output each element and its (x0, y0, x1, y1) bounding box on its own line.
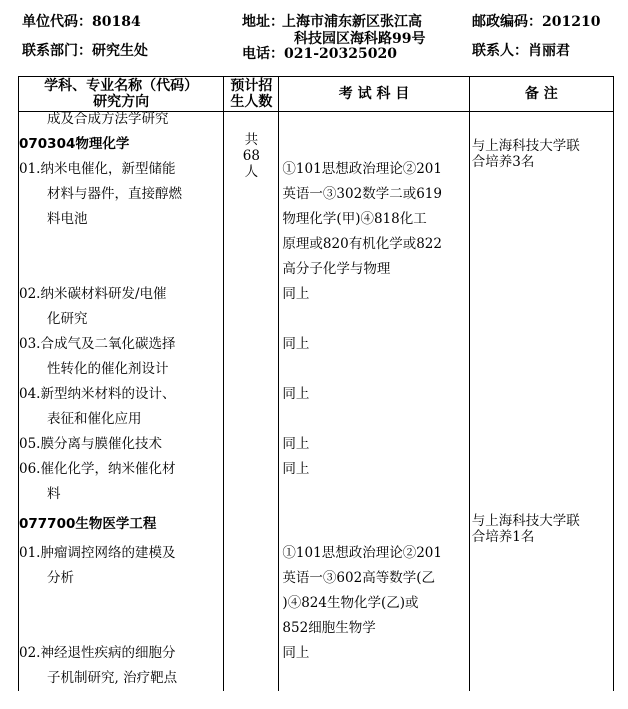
direction-line: 分析 (47, 570, 74, 586)
exam-cell (279, 132, 469, 157)
direction-cell (19, 541, 224, 641)
direction-line: 性转化的催化剂设计 (47, 361, 169, 377)
phone (242, 46, 397, 63)
total-line2: 68 (242, 148, 260, 164)
direction-line: 06.催化化学，纳米催化材 (19, 461, 176, 477)
direction-cell (19, 282, 224, 332)
remark-line: 与上海科技大学联 (471, 513, 580, 529)
direction-line: 03.合成气及二氧化碳选择 (19, 336, 176, 352)
exam-line: ①101思想政治理论②201 (282, 161, 442, 177)
header-remark: 备 注 (469, 77, 613, 112)
header-exam: 考 试 科 目 (279, 77, 469, 112)
exam-line: 852细胞生物学 (282, 620, 376, 636)
table-row (19, 112, 614, 133)
direction-cell (19, 432, 224, 457)
address-label (242, 14, 284, 31)
direction-line: 02.神经退性疾病的细胞分 (19, 645, 176, 661)
header-subject (19, 77, 224, 112)
header-quota-line1: 预计招 (230, 78, 273, 94)
carry-over-text: 成及合成方法学研究 (47, 111, 169, 127)
remark-line: 与上海科技大学联 (471, 138, 580, 154)
exam-cell (279, 282, 469, 332)
direction-cell (19, 457, 224, 507)
exam-line: 物理化学(甲)④818化工 (282, 211, 427, 227)
table-row (19, 132, 614, 157)
remark-line: 合培养3名 (471, 154, 535, 170)
total-quota (224, 112, 278, 180)
exam-line: 同上 (282, 645, 310, 661)
exam-line: 同上 (282, 436, 310, 452)
direction-line: 料电池 (47, 211, 88, 227)
header-subject-line2: 研究方向 (93, 94, 150, 110)
unit-code-value: 80184 (92, 14, 141, 30)
direction-line: 01.肿瘤调控网络的建模及 (19, 545, 176, 561)
program-name: 070304物理化学 (19, 136, 130, 152)
remark-cell (469, 112, 613, 133)
exam-line: 英语一③302数学二或619 (282, 186, 442, 202)
total-line3: 人 (244, 164, 259, 180)
contact-label: 联系人： (472, 43, 528, 59)
postcode-label: 邮政编码： (472, 14, 542, 30)
direction-cell (19, 332, 224, 382)
contact-dept (22, 43, 148, 60)
direction-line: 04.新型纳米材料的设计、 (19, 386, 176, 402)
remark-line: 合培养1名 (471, 529, 535, 545)
program-cell (19, 132, 224, 157)
direction-line: 子机制研究, 治疗靶点 (47, 670, 178, 686)
dept-value: 研究生处 (92, 43, 148, 59)
direction-line: 01.纳米电催化，新型储能 (19, 161, 176, 177)
direction-line: 02.纳米碳材料研发/电催 (19, 286, 167, 302)
program-cell (19, 507, 224, 541)
exam-cell (279, 112, 469, 133)
address-label-text: 地址： (242, 14, 284, 30)
address-value (282, 14, 425, 48)
table-header-row (19, 77, 614, 112)
remark-cell (469, 132, 613, 507)
exam-cell (279, 641, 469, 691)
exam-cell (279, 507, 469, 541)
exam-line: )④824生物化学(乙)或 (282, 595, 419, 611)
table-row (19, 507, 614, 541)
direction-line: 料 (47, 486, 61, 502)
exam-cell (279, 457, 469, 507)
header-quota-line2: 生人数 (230, 94, 273, 110)
exam-line: 英语一③602高等数学(乙 (282, 570, 435, 586)
address-line-1: 上海市浦东新区张江高 (282, 14, 422, 30)
carry-over-cell (19, 112, 224, 133)
contact-person (472, 43, 570, 60)
direction-cell (19, 382, 224, 432)
exam-cell (279, 432, 469, 457)
direction-cell (19, 157, 224, 282)
exam-line: ①101思想政治理论②201 (282, 545, 442, 561)
direction-cell (19, 641, 224, 691)
admissions-table (18, 76, 614, 691)
exam-cell (279, 382, 469, 432)
unit-code (22, 14, 141, 31)
exam-line: 同上 (282, 286, 310, 302)
direction-line: 05.膜分离与膜催化技术 (19, 436, 162, 452)
header-quota (224, 77, 279, 112)
exam-line: 原理或820有机化学或822 (282, 236, 442, 252)
phone-value: 021-20325020 (284, 46, 397, 62)
exam-line: 同上 (282, 461, 310, 477)
phone-label: 电话： (242, 46, 284, 62)
dept-label: 联系部门： (22, 43, 92, 59)
header-subject-line1: 学科、专业名称（代码） (44, 78, 199, 94)
exam-cell (279, 541, 469, 641)
direction-line: 材料与器件，直接醇燃 (47, 186, 182, 202)
remark-note (470, 132, 613, 170)
total-cell (224, 112, 279, 508)
exam-line: 高分子化学与物理 (282, 261, 391, 277)
exam-cell (279, 332, 469, 382)
quota-cell (224, 507, 279, 691)
contact-value: 肖丽君 (528, 43, 570, 59)
postcode (472, 14, 600, 31)
program-name: 077700生物医学工程 (19, 516, 157, 532)
exam-cell (279, 157, 469, 282)
exam-line: 同上 (282, 386, 310, 402)
unit-code-label: 单位代码： (22, 14, 92, 30)
total-line1: 共 (244, 132, 259, 148)
direction-line: 化研究 (47, 311, 88, 327)
remark-note (470, 507, 613, 545)
exam-line: 同上 (282, 336, 310, 352)
postcode-value: 201210 (542, 14, 601, 30)
address-line-2: 科技园区海科路99号 (294, 31, 426, 47)
remark-cell (469, 507, 613, 691)
direction-line: 表征和催化应用 (47, 411, 142, 427)
